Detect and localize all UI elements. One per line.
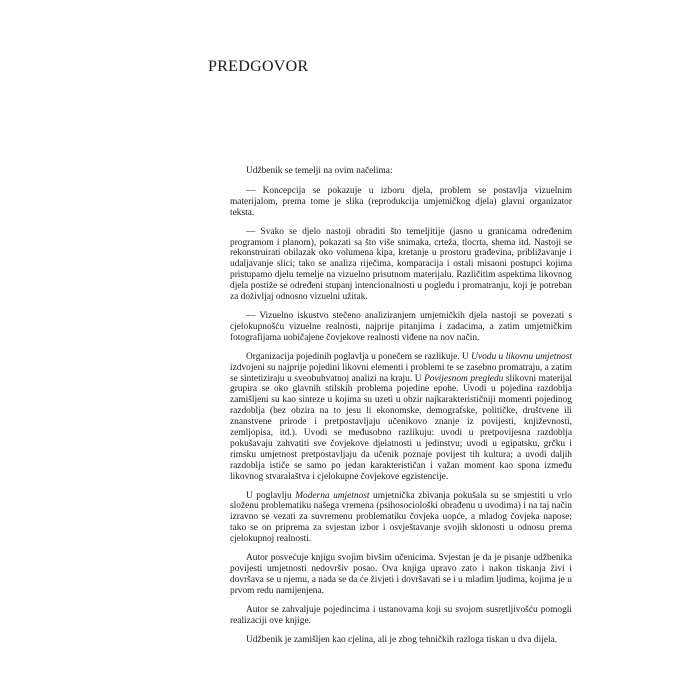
emphasis-povijesni: Povijesnom pregledu <box>424 373 504 384</box>
text-segment: U poglavlju <box>246 490 296 501</box>
text-segment: slikovni materijal grupira se oko glavnih stilskih problema pojedine epohe. Uvodi u pojedina razdoblja zamišljeni su kao sinteze u kojima su uzeti u obzir najkarakterističniji momenti pojedinog razdoblja (bez obzira na to jesu li ekonomske, demografske, političke, društvene ili znanstvene prirode i pretpostavljaju učenikovo znanje iz povijesti, književnosti, zemljopisa, itd.). Uvodi se međusobno razlikuju: uvodi u pretpovijesna razdoblja pokušavaju zahvatiti sve čovjekove djelatnosti u jedinstvu; uvodi u egipatsku, grčku i rimsku umjetnost pretpostavljaju da učenik poznaje povijest tih kultura; a uvodi daljih razdoblja ističe se samo po jedan karakterističan i važan moment kao spona između likovnog stvaralaštva i cjelokupne čovjekove egzistencije. <box>230 373 572 482</box>
paragraph-principle-1: — Koncepcija se pokazuje u izboru djela, problem se postavlja vizuelnim materijalom, prema tome je slika (reprodukcija umjetničkog djela) glavni organizator teksta. <box>230 185 572 218</box>
paragraph-modern-art <box>230 491 572 546</box>
paragraph-principle-3: — Vizuelno iskustvo stečeno analiziranjem umjetničkih djela nastoji se povezati s cjelokupnošću vizuelne realnosti, najprije pitanjima i zadacima, a zatim umjetničkim fotografijama uobičajene čovjekove realnosti viđene na nov način. <box>230 310 572 343</box>
paragraph-thanks: Autor se zahvaljuje pojedincima i ustanovama koji su svojom susretljivošću pomogli realizaciji ove knjige. <box>230 604 572 626</box>
text-segment: izdvojeni su najprije pojedini likovni elementi i problemi te se zasebno promatraju, a zatim se sintetiziraju u sveobuhvatnoj analizi na kraju. U <box>230 362 572 384</box>
paragraph-organization <box>230 352 572 483</box>
paragraph-note: Udžbenik je zamišljen kao cjelina, ali je zbog tehničkih razloga tiskan u dva dijela. <box>246 634 558 645</box>
page-title: PREDGOVOR <box>208 57 309 75</box>
emphasis-uvod: Uvodu u likovnu umjetnost <box>471 351 572 362</box>
emphasis-moderna: Moderna umjetnost <box>295 490 370 501</box>
text-segment: Organizacija pojedinih poglavlja u ponečem se razlikuje. U <box>246 351 472 362</box>
text-segment: umjetnička zbivanja pokušala su se smjestiti u vrlo složenu problematiku našega vremena (psihosociološki obrađenu u uvodima) i na taj način izravno se vezati za suvremenu problematiku čovjeka uopće, a mladog čovjeka napose; tako se on priprema za svjestan izbor i osvještavanje svojih sklonosti u odnosu prema cjelokupnoj realnosti. <box>230 490 572 545</box>
preface-body <box>230 166 572 653</box>
paragraph-intro: Udžbenik se temelji na ovim načelima: <box>246 166 393 176</box>
paragraph-principle-2: — Svako se djelo nastoji obraditi što temeljitije (jasno u granicama određenim programom i planom), pokazati sa što više snimaka, crteža, tlocrta, shema itd. Nastoji se rekonstruirati obilazak oko volumena kipa, kretanje u prostoru građevina, približavanje i udaljavanje slici; tako se analiza riječima, komparacija i ostali misaoni postupci kojima pristupamo djelu temelje na vizuelno prisutnom materijalu. Različitim aspektima likovnog djela postiže se određeni stupanj intencionalnosti u pogledu i promatranju, koji je potreban za doživljaj odnosno vizuelni užitak. <box>230 226 572 303</box>
paragraph-dedication: Autor posvećuje knjigu svojim bivšim učenicima. Svjestan je da je pisanje udžbenika povijesti umjetnosti nedovršiv posao. Ova knjiga upravo zato i nakon tiskanja živi i dovršava se u njemu, a nada se da će živjeti i dovršavati se i u mladim ljudima, kojima je u prvom redu namijenjena. <box>230 553 572 596</box>
